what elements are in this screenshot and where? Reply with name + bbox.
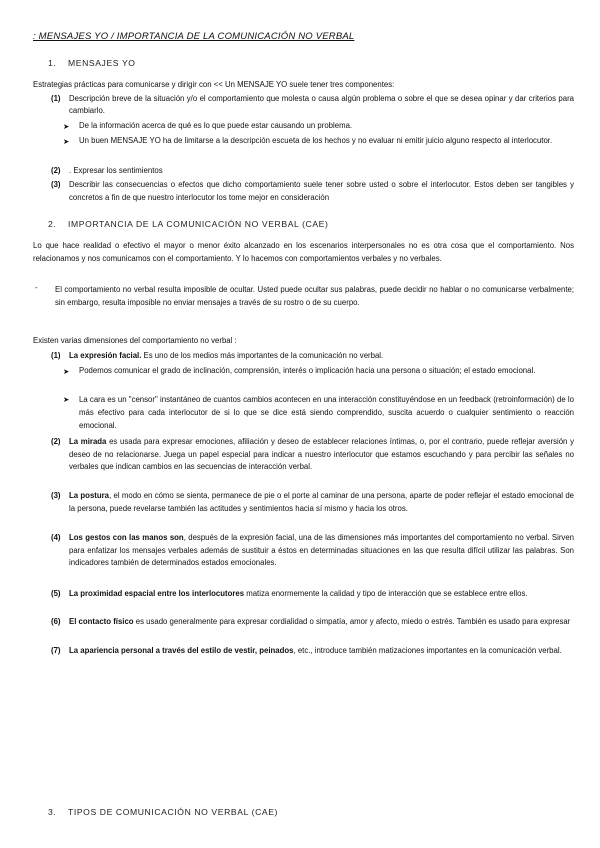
dimension-term: La mirada xyxy=(69,437,107,446)
dimension-text: es usada para expresar emociones, afiliación y deseo de establecer relaciones íntimas, o, por el contrario, puede reflejar aversión y deseo de no relacionarse. Juega un papel especial para indicar a nuestro interlocutor que estamos escuchando y para percibir las señales no verbales que indican cambios en las secuencias de interacción verbal. xyxy=(69,437,574,471)
dimension-term: La expresión facial. xyxy=(69,351,142,360)
arrow-bullet-icon: ➤ xyxy=(63,395,70,404)
dimension-term: La apariencia personal a través del estilo de vestir, peinados xyxy=(69,646,294,655)
bullet-item: La cara es un "censor" instantáneo de cuantos cambios acontecen en una interacción constituyéndose en un feedback (retroinformación) de lo más efectivo para cada interlocutor de si lo que se dice está siendo comprendido, suscita acuerdo o cualquier sentimiento o reacción emocional. xyxy=(79,395,574,430)
dimensions-intro: Existen varias dimensiones del comportamiento no verbal : xyxy=(33,336,237,345)
dimension-text: , el modo en cómo se sienta, permanece de pie o el porte al caminar de una persona, aparte de poder reflejar el estado emocional de la persona, puede revelarse también las actitudes y sentimientos hacia sí mismo y hacia los otros. xyxy=(69,491,574,513)
dimension-term: La postura xyxy=(69,491,110,500)
dimension-item xyxy=(69,645,574,658)
dimension-item xyxy=(69,436,574,474)
dimension-item xyxy=(69,616,574,629)
list-item: . Expresar los sentimientos xyxy=(69,166,163,175)
dimension-text: , etc., introduce también matizaciones importantes en la comunicación verbal. xyxy=(293,646,562,655)
section-2-title: IMPORTANCIA DE LA COMUNICACIÓN NO VERBAL (CAE) xyxy=(68,219,329,229)
section-2-heading xyxy=(48,219,328,229)
item-marker: (2) xyxy=(51,166,61,175)
section-1-intro: Estrategias prácticas para comunicarse y dirigir con << Un MENSAJE YO suele tener tres componentes: xyxy=(33,80,395,89)
dimension-item xyxy=(69,532,574,570)
item-marker: (1) xyxy=(51,351,61,360)
section-1-heading xyxy=(48,58,136,68)
dimension-text: matiza enormemente la calidad y tipo de interacción que se establece entre ellos. xyxy=(244,589,528,598)
page-title: : MENSAJES YO / IMPORTANCIA DE LA COMUNICACIÓN NO VERBAL xyxy=(33,31,355,42)
item-marker: (6) xyxy=(51,617,61,626)
section-1-number: 1. xyxy=(48,58,57,68)
bullet-item: De la información acerca de qué es lo que puede estar causando un problema. xyxy=(79,121,353,130)
dimension-text: es usado generalmente para expresar cordialidad o simpatía, amor y afecto, miedo o estrés. También es usado para expresar xyxy=(133,617,571,626)
dimension-term: El contacto físico xyxy=(69,617,134,626)
item-marker: (1) xyxy=(51,94,61,103)
dimension-term: Los gestos con las manos son xyxy=(69,533,184,542)
arrow-bullet-icon: ➤ xyxy=(63,122,70,131)
dimension-text: , después de la expresión facial, una de las dimensiones más importantes del comportamiento no verbal. Sirven para enfatizar los mensajes verbales además de sustituir a éstos en determinadas situaciones en las que resulta difícil utilizar las palabras. Son indicadores también de determinados estados emocionales. xyxy=(69,533,575,567)
arrow-bullet-icon: ➤ xyxy=(63,137,70,146)
bullet-item: Un buen MENSAJE YO ha de limitarse a la descripción escueta de los hechos y no evaluar ni emitir juicio alguno respecto al interlocutor. xyxy=(79,136,553,145)
item-marker: (4) xyxy=(51,533,61,542)
dash-item: El comportamiento no verbal resulta imposible de ocultar. Usted puede ocultar sus palabras, puede decidir no hablar o no comunicarse verbalmente; sin embargo, resulta imposible no enviar mensajes a través de su rostro o de su cuerpo. xyxy=(55,285,574,307)
section-3-title: TIPOS DE COMUNICACIÓN NO VERBAL (CAE) xyxy=(68,807,279,817)
arrow-bullet-icon: ➤ xyxy=(63,367,70,376)
item-marker: (7) xyxy=(51,646,61,655)
dimension-text: Es uno de los medios más importantes de la comunicación no verbal. xyxy=(141,351,384,360)
section-1-title: MENSAJES YO xyxy=(68,58,136,68)
dimension-term: La proximidad espacial entre los interlocutores xyxy=(69,589,245,598)
section-3-number: 3. xyxy=(48,807,57,817)
dimension-item xyxy=(69,350,574,363)
section-2-number: 2. xyxy=(48,219,57,229)
paragraph: Lo que hace realidad o efectivo el mayor o menor éxito alcanzado en los escenarios interpersonales no es otra cosa que el comportamiento. Nos relacionamos y nos comunicamos con el comportamiento. Y lo hacemos con comportamientos verbales y no verbales. xyxy=(33,241,574,263)
dimension-item xyxy=(69,588,574,601)
list-item: Describir las consecuencias o efectos que dicho comportamiento suele tener sobre usted o sobre el interlocutor. Estos deben ser tangibles y concretos a fin de que nuestro interlocutor los tome mejor en consideración xyxy=(69,180,574,202)
dimension-item xyxy=(69,490,574,515)
item-marker: (3) xyxy=(51,180,61,189)
item-marker: (3) xyxy=(51,491,61,500)
dash-bullet: - xyxy=(35,283,38,292)
bullet-item: Podemos comunicar el grado de inclinación, comprensión, interés o implicación hacia una persona o situación; el estado emocional. xyxy=(79,366,536,375)
item-marker: (5) xyxy=(51,589,61,598)
list-item: Descripción breve de la situación y/o el comportamiento que molesta o causa algún problema o sobre el que se desea opinar y dar criterios para cambiarlo. xyxy=(69,94,574,115)
section-3-heading xyxy=(48,807,278,817)
item-marker: (2) xyxy=(51,437,61,446)
